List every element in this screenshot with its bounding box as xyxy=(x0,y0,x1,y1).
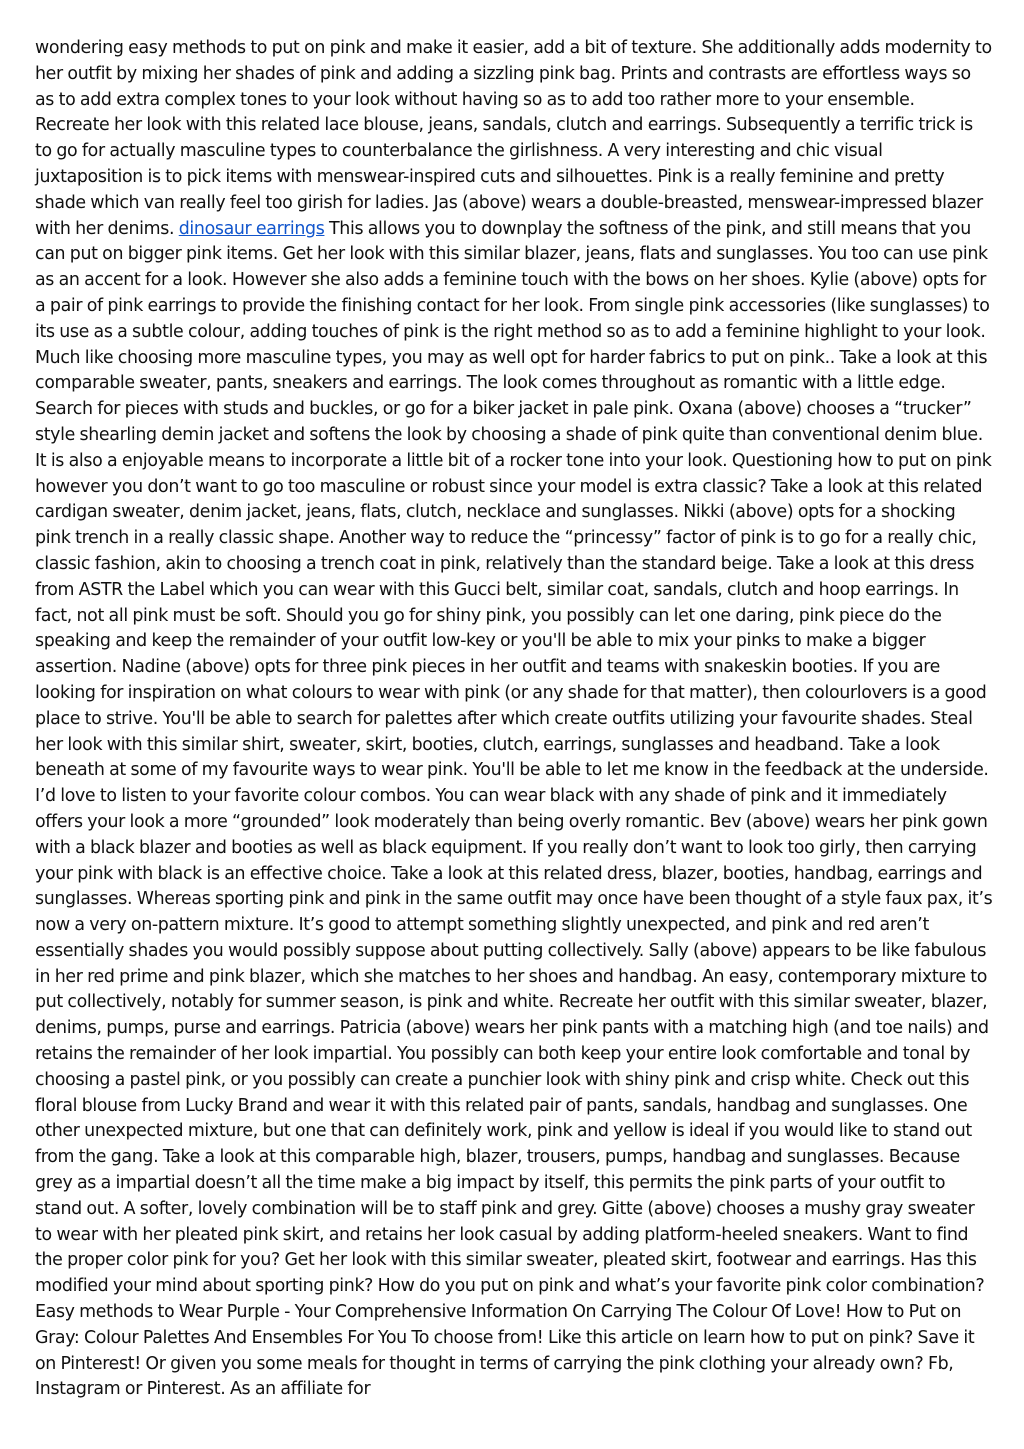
article-text-before-link: wondering easy methods to put on pink and make it easier, add a bit of texture. She additionally adds modernity to her outfit by mixing her shades of pink and adding a sizzling pink bag. Prints and contrasts are effortless ways so as to add extra complex tones to your look without having so as to add too rather more to your ensemble. Recreate her look with this related lace blouse, jeans, sandals, clutch and earrings. Subsequently a terrific trick is to go for actually masculine types to counterbalance the girlishness. A very interesting and chic visual juxtaposition is to pick items with menswear-inspired cuts and silhouettes. Pink is a really feminine and pretty shade which van really feel too girish for ladies. Jas (above) wears a double-breasted, menswear-impressed blazer with her denims. xyxy=(35,38,992,239)
article-paragraph xyxy=(35,36,993,1403)
article-text-after-link: This allows you to downplay the softness of the pink, and still means that you can put on bigger pink items. Get her look with this similar blazer, jeans, flats and sunglasses. You too can use pink as an accent for a look. However she also adds a feminine touch with the bows on her shoes. Kylie (above) opts for a pair of pink earrings to provide the finishing contact for her look. From single pink accessories (like sunglasses) to its use as a subtle colour, adding touches of pink is the right method so as to add a feminine highlight to your look. Much like choosing more masculine types, you may as well opt for harder fabrics to put on pink.. Take a look at this comparable sweater, pants, sneakers and earrings. The look comes throughout as romantic with a little edge. Search for pieces with studs and buckles, or go for a biker jacket in pale pink. Oxana (above) chooses a “trucker” style shearling demin jacket and softens the look by choosing a shade of pink quite than conventional denim blue. It is also a enjoyable means to incorporate a little bit of a rocker tone into your look. Questioning how to put on pink however you don’t want to go too masculine or robust since your model is extra classic? Take a look at this related cardigan sweater, denim jacket, jeans, flats, clutch, necklace and sunglasses. Nikki (above) opts for a shocking pink trench in a really classic shape. Another way to reduce the “princessy” factor of pink is to go for a really chic, classic fashion, akin to choosing a trench coat in pink, relatively than the standard beige. Take a look at this dress from ASTR the Label which you can wear with this Gucci belt, similar coat, sandals, clutch and hoop earrings. In fact, not all pink must be soft. Should you go for shiny pink, you possibly can let one daring, pink piece do the speaking and keep the remainder of your outfit low-key or you'll be able to mix your pinks to make a bigger assertion. Nadine (above) opts for three pink pieces in her outfit and teams with snakeskin booties. If you are looking for inspiration on what colours to wear with pink (or any shade for that matter), then colourlovers is a good place to strive. You'll be able to search for palettes after which create outfits utilizing your favourite shades. Steal her look with this similar shirt, sweater, skirt, booties, clutch, earrings, sunglasses and headband. Take a look beneath at some of my favourite ways to wear pink. You'll be able to let me know in the feedback at the underside. I’d love to listen to your favorite colour combos. You can wear black with any shade of pink and it immediately offers your look a more “grounded” look moderately than being overly romantic. Bev (above) wears her pink gown with a black blazer and booties as well as black equipment. If you really don’t want to look too girly, then carrying your pink with black is an effective choice. Take a look at this related dress, blazer, booties, handbag, earrings and sunglasses. Whereas sporting pink and pink in the same outfit may once have been thought of a style faux pax, it’s now a very on-pattern mixture. It’s good to attempt something slightly unexpected, and pink and red aren’t essentially shades you would possibly suppose about putting collectively. Sally (above) appears to be like fabulous in her red prime and pink blazer, which she matches to her shoes and handbag. An easy, contemporary mixture to put collectively, notably for summer season, is pink and white. Recreate her outfit with this similar sweater, blazer, denims, pumps, purse and earrings. Patricia (above) wears her pink pants with a matching high (and toe nails) and retains the remainder of her look impartial. You possibly can both keep your entire look comfortable and tonal by choosing a pastel pink, or you possibly can create a punchier look with shiny pink and crisp white. Check out this floral blouse from Lucky Brand and wear it with this related pair of pants, sandals, handbag and sunglasses. One other unexpected mixture, but one that can definitely work, pink and yellow is ideal if you would like to stand out from the gang. Take a look at this comparable high, blazer, trousers, pumps, handbag and sunglasses. Because grey as a impartial doesn’t all the time make a big impact by itself, this permits the pink parts of your outfit to stand out. A softer, lovely combination will be to staff pink and grey. Gitte (above) chooses a mushy gray sweater to wear with her pleated pink skirt, and retains her look casual by adding platform-heeled sneakers. Want to find the proper color pink for you? Get her look with this similar sweater, pleated skirt, footwear and earrings. Has this modified your mind about sporting pink? How do you put on pink and what’s your favorite pink color combination? Easy methods to Wear Purple - Your Comprehensive Information On Carrying The Colour Of Love! How to Put on Gray: Colour Palettes And Ensembles For You To choose from! Like this article on learn how to put on pink? Save it on Pinterest! Or given you some meals for thought in terms of carrying the pink clothing your already own? Fb, Instagram or Pinterest. As an affiliate for xyxy=(35,218,993,1400)
dinosaur-earrings-link[interactable]: dinosaur earrings xyxy=(178,218,325,239)
article-body xyxy=(35,36,993,1403)
